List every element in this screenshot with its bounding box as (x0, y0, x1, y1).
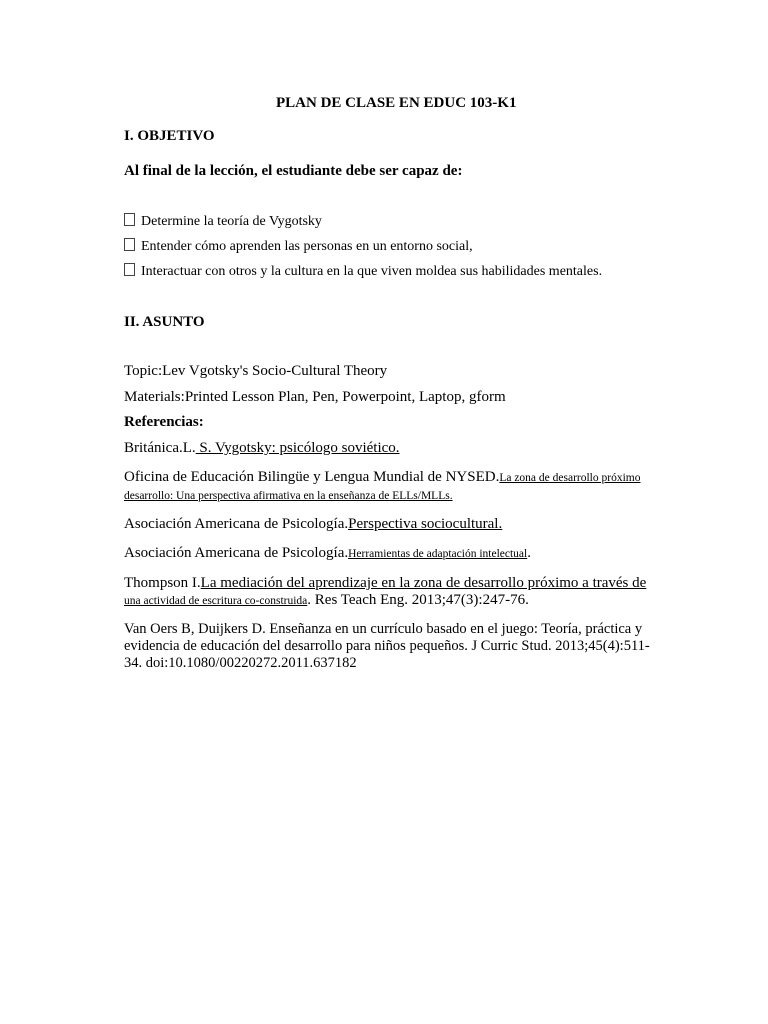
reference-item: Oficina de Educación Bilingüe y Lengua Mundial de NYSED.La zona de desarrollo próximo desarrollo: Una perspectiva afirmativa en la enseñanza de ELLs/MLLs. (124, 469, 641, 502)
bullet-box-icon (124, 263, 135, 276)
reference-item: Van Oers B, Duijkers D. Enseñanza en un currículo basado en el juego: Teoría, práctica y evidencia de educación del desarrollo para niños pequeños. J Curric Stud. 2013;45(4):511-34. doi:10.1080/00220272.2011.637182 (124, 621, 650, 671)
reference-item: Thompson I.La mediación del aprendizaje en la zona de desarrollo próximo a través de una actividad de escritura co-construida. Res Teach Eng. 2013;47(3):247-76. (124, 575, 647, 608)
bullet-box-icon (124, 213, 135, 226)
section-heading-objetivo: I. OBJETIVO (124, 128, 215, 144)
reference-item: Asociación Americana de Psicología.Perspectiva sociocultural. (124, 516, 503, 532)
reference-link[interactable]: Herramientas de adaptación intelectual (348, 548, 528, 560)
reference-link[interactable]: Perspectiva sociocultural. (348, 516, 503, 532)
reference-link[interactable]: La mediación del aprendizaje en la zona de desarrollo próximo a través de (200, 575, 647, 591)
objective-item: Entender cómo aprenden las personas en un entorno social, (124, 238, 473, 255)
topic-line: Topic:Lev Vgotsky's Socio-Cultural Theory (124, 363, 388, 379)
objective-item: Interactuar con otros y la cultura en la que viven moldea sus habilidades mentales. (124, 263, 602, 280)
objective-item: Determine la teoría de Vygotsky (124, 213, 322, 230)
reference-link[interactable]: La zona de desarrollo próximo desarrollo: Una perspectiva afirmativa en la enseñanza de ELLs/MLLs. (124, 472, 641, 502)
reference-item: Británica.L. S. Vygotsky: psicólogo soviético. (124, 440, 400, 456)
references-label: Referencias: (124, 414, 204, 430)
reference-link[interactable]: una actividad de escritura co-construida (124, 595, 308, 607)
page-title: PLAN DE CLASE EN EDUC 103-K1 (276, 95, 517, 111)
objective-intro: Al final de la lección, el estudiante debe ser capaz de: (124, 163, 463, 179)
bullet-box-icon (124, 238, 135, 251)
reference-item: Asociación Americana de Psicología.Herramientas de adaptación intelectual. (124, 545, 531, 561)
section-heading-asunto: II. ASUNTO (124, 314, 205, 330)
materials-line: Materials:Printed Lesson Plan, Pen, Powerpoint, Laptop, gform (124, 389, 506, 405)
reference-link[interactable]: S. Vygotsky: psicólogo soviético. (195, 440, 400, 456)
